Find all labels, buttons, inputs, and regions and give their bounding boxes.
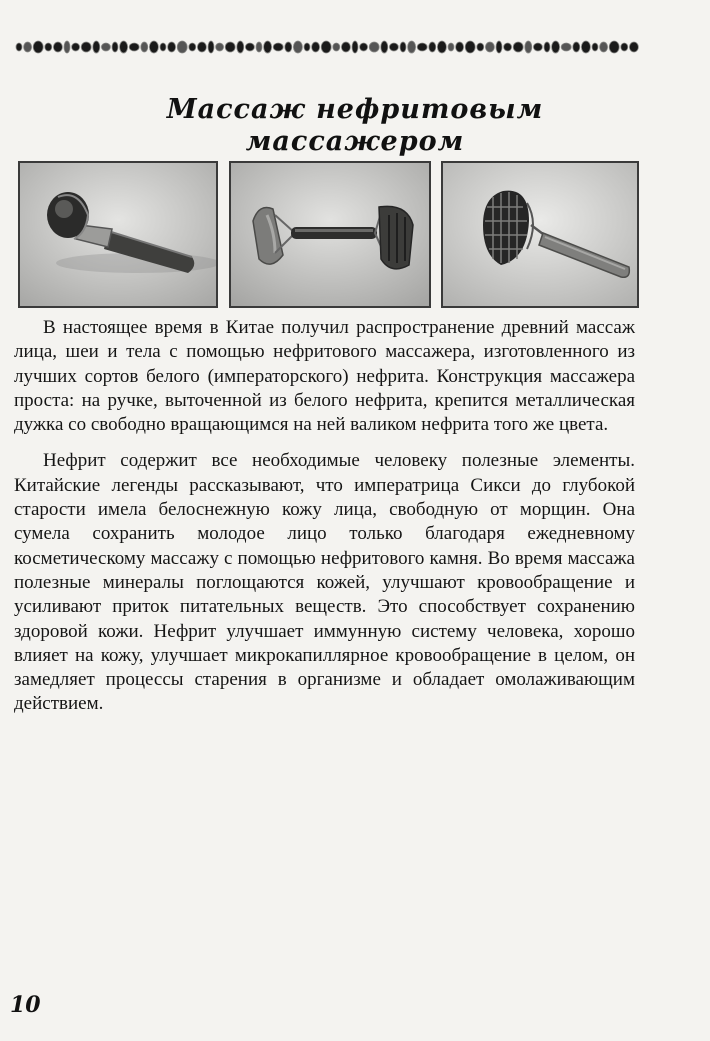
photo-spiked-roller-massager <box>441 161 639 308</box>
article-body <box>14 316 635 717</box>
page-number: 10 <box>10 992 41 1018</box>
decorative-bead-border <box>14 40 642 54</box>
paragraph-2: Нефрит содержит все необходимые человеку полезные элементы. Китайские легенды рассказывают, что императрица Сикси до глубокой старости имела белоснежную кожу лица, свободную от морщин. Она сумела сохранить молодое лицо только благодаря ежедневному косметическому массажу с помощью нефритового камня. Во время массажа полезные минералы поглощаются кожей, улучшают кровообращение и усиливают приток питательных веществ. Это способствует сохранению здоровой кожи. Нефрит улучшает иммунную систему человека, хорошо влияет на кожу, улучшает микрокапиллярное кровообращение в целом, он замедляет процессы старения в организме и обладает омолаживающим действием. <box>14 450 635 715</box>
paragraph-1: В настоящее время в Китае получил распространение древний массаж лица, шеи и тела с помощью нефритового массажера, изготовленного из лучших сортов белого (императорского) нефрита. Конструкция массажера проста: на ручке, выточенной из белого нефрита, крепится металлическая дужка со свободно вращающимся на ней валиком нефрита того же цвета. <box>14 317 635 436</box>
photo-double-roller-massager <box>229 161 431 308</box>
page-title-line-2: массажером <box>245 126 465 157</box>
photo-single-roller-massager <box>18 161 218 308</box>
page-title-line-1: Массаж нефритовым <box>166 94 544 125</box>
